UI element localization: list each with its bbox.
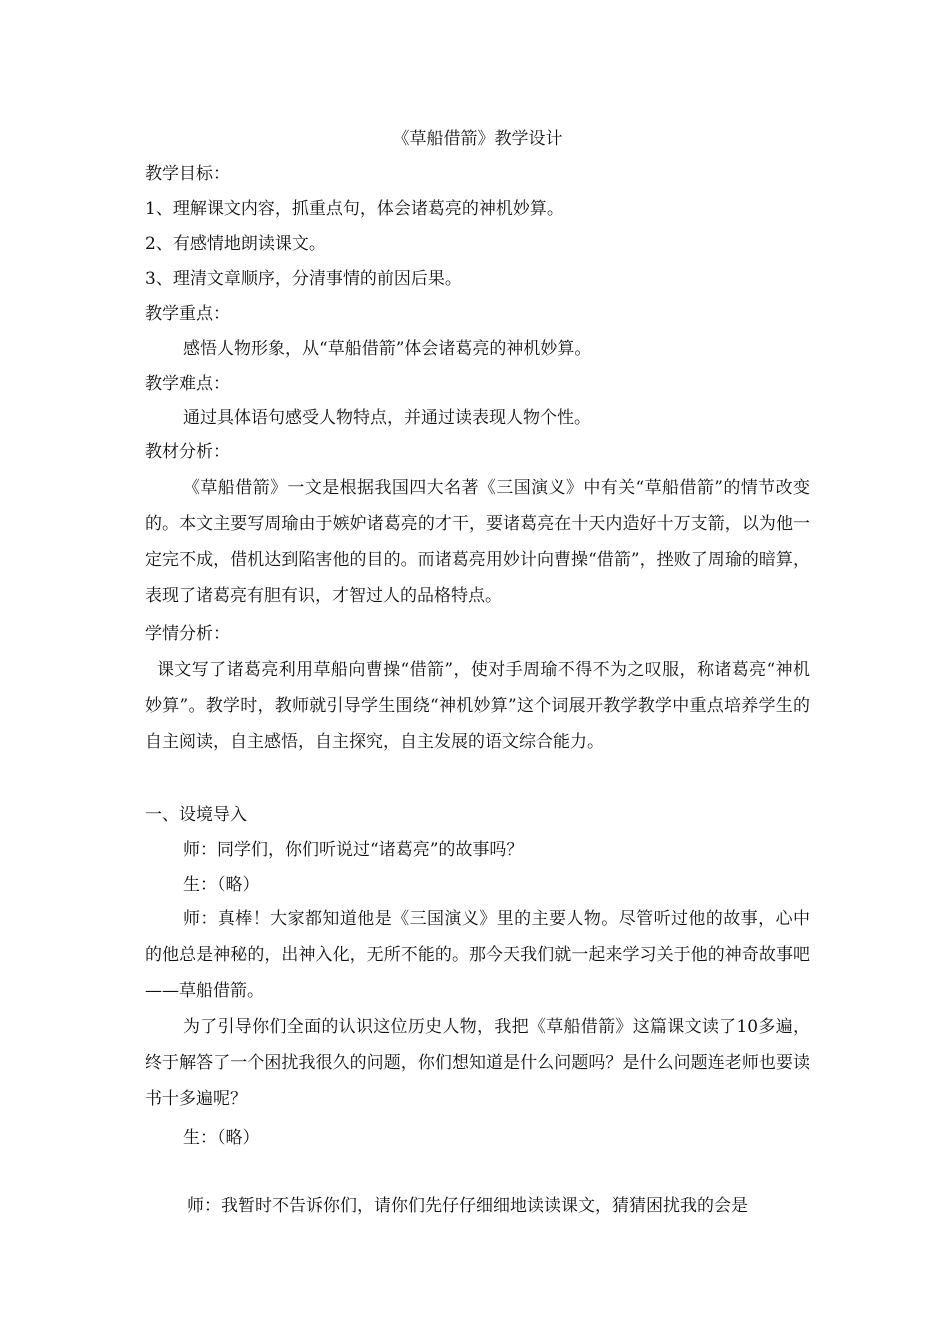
material-text: 《草船借箭》一文是根据我国四大名著《三国演义》中有关“草船借箭”的情节改变的。本文主要写周瑜由于嫉妒诸葛亮的才干，要诸葛亮在十天内造好十万支箭，以为他一定完不成，借机达到陷害他的目的。而诸葛亮用妙计向曹操“借箭”，挫败了周瑜的暗算，表现了诸葛亮有胆有识，才智过人的品格特点。: [145, 478, 810, 606]
dialog-teacher-3: 为了引导你们全面的认识这位历史人物，我把《草船借箭》这篇课文读了10多遍，终于解答了一个困扰我很久的问题，你们想知道是什么问题吗？是什么问题连老师也要读书十多遍呢？: [145, 1017, 810, 1109]
dialog-teacher-1: 师：同学们，你们听说过“诸葛亮”的故事吗？: [183, 840, 524, 860]
goal-item-3: 3、理清文章顺序，分清事情的前因后果。: [145, 269, 462, 289]
difficulty-heading: 教学难点：: [145, 374, 230, 394]
goal-item-1: 1、理解课文内容，抓重点句，体会诸葛亮的神机妙算。: [145, 199, 564, 219]
dialog-teacher-4: 师：我暂时不告诉你们，请你们先仔仔细细地读读课文，猜猜困扰我的会是: [187, 1196, 748, 1216]
student-heading: 学情分析：: [145, 624, 230, 644]
key-heading: 教学重点：: [145, 304, 230, 324]
dialog-student-2: 生：（略）: [183, 1128, 260, 1148]
section1-heading: 一、设境导入: [145, 805, 247, 825]
goals-heading: 教学目标：: [145, 164, 230, 184]
student-text: 课文写了诸葛亮利用草船向曹操“借箭”，使对手周瑜不得不为之叹服，称诸葛亮“神机妙算”。教学时，教师就引导学生围绕“神机妙算”这个词展开教学教学中重点培养学生的自主阅读，自主感悟，自主探究，自主发展的语文综合能力。: [145, 660, 810, 752]
material-heading: 教材分析：: [145, 442, 230, 462]
key-text: 感悟人物形象，从“草船借箭”体会诸葛亮的神机妙算。: [183, 339, 592, 359]
goal-item-2: 2、有感情地朗读课文。: [145, 234, 326, 254]
document-title: 《草船借箭》教学设计: [392, 129, 563, 149]
dialog-student-1: 生：（略）: [183, 875, 260, 895]
dialog-teacher-2: 师：真棒！大家都知道他是《三国演义》里的主要人物。尽管听过他的故事，心中的他总是神秘的，出神入化，无所不能的。那今天我们就一起来学习关于他的神奇故事吧——草船借箭。: [145, 909, 810, 1001]
difficulty-text: 通过具体语句感受人物特点，并通过读表现人物个性。: [183, 408, 591, 428]
